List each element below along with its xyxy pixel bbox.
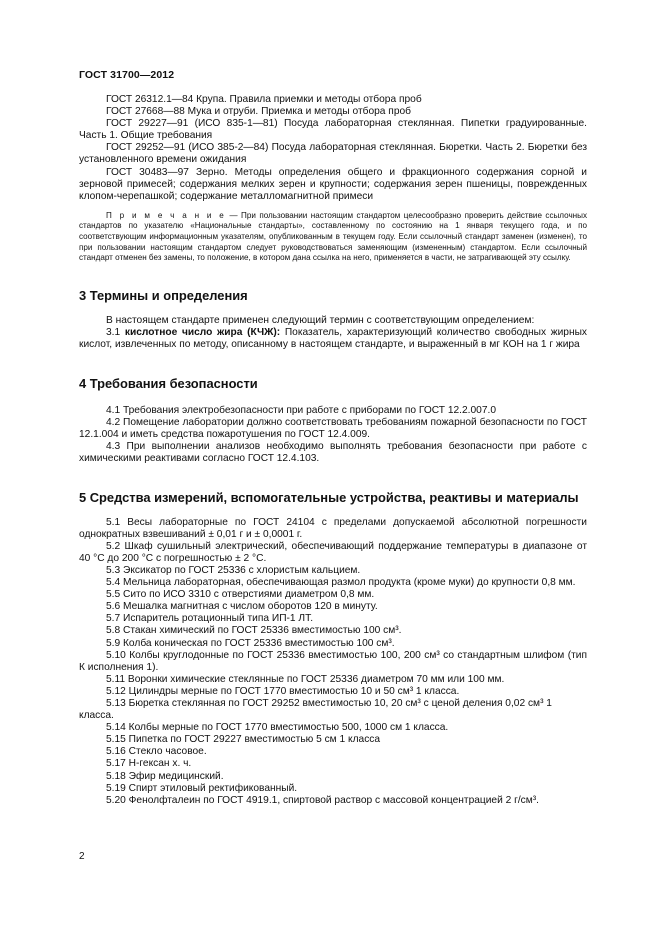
section-5-item: 5.16 Стекло часовое. <box>106 746 207 758</box>
section-5-item: 5.18 Эфир медицинский. <box>106 770 224 782</box>
page-content <box>79 94 587 807</box>
section-5-item: 5.5 Сито по ИСО 3310 с отверстиями диаметром 0,8 мм. <box>106 589 375 601</box>
section-5-item: 5.3 Эксикатор по ГОСТ 25336 с хлористым кальцием. <box>106 564 361 576</box>
page-number: 2 <box>79 851 85 862</box>
section-5-item: 5.15 Пипетка по ГОСТ 29227 вместимостью 5 см 1 класса <box>106 734 381 746</box>
note-label: П р и м е ч а н и е <box>106 210 227 220</box>
section-5-item: 5.1 Весы лабораторные по ГОСТ 24104 с пределами допускаемой абсолютной погрешности однократных взвешиваний ± 0,01 г и ± 0,0001 г. <box>79 516 587 540</box>
section-5-item: 5.6 Мешалка магнитная с числом оборотов 120 в минуту. <box>106 601 378 613</box>
section-5-item: 5.7 Испаритель ротационный типа ИП-1 ЛТ. <box>106 613 314 625</box>
section-5-item: 5.12 Цилиндры мерные по ГОСТ 1770 вместимостью 10 и 50 см³ 1 класса. <box>106 685 460 697</box>
note-text: — При пользовании настоящим стандартом целесообразно проверить действие ссылочных стандартов по указателю «Национальные стандарты», составленному по состоянию на 1 января текущего года, и по соответствующим информационным указателям, опубликованным в текущем году. Если ссылочный стандарт заменен (изменен), то при пользовании настоящим стандартом следует руководствоваться заменяющим (измененным) стандартом. Если ссылочный стандарт отменен без замены, то положение, в котором дана ссылка на него, применяется в части, не затрагивающей эту ссылку. <box>79 210 587 263</box>
note-paragraph <box>79 211 587 264</box>
section-5-item: 5.20 Фенолфталеин по ГОСТ 4919.1, спиртовой раствор с массовой концентрацией 2 г/см³. <box>106 794 539 806</box>
section-5-item: 5.10 Колбы круглодонные по ГОСТ 25336 вместимостью 100, 200 см³ со стандартным шлифом (тип К исполнения 1). <box>79 649 587 673</box>
section-5-list <box>79 517 587 807</box>
reference-item: ГОСТ 26312.1—84 Крупа. Правила приемки и методы отбора проб <box>106 94 422 105</box>
reference-item: ГОСТ 30483—97 Зерно. Методы определения общего и фракционного содержания сорной и зерновой примесей; содержания мелких зерен и крупности; содержания зерен пшеницы, поврежденных клопом-черепашкой; содержание металломагнитной примеси <box>79 166 587 202</box>
section-4-item: 4.2 Помещение лаборатории должно соответствовать требованиям пожарной безопасности по ГОСТ 12.1.004 и иметь средства пожаротушения по ГОСТ 12.4.009. <box>79 417 587 441</box>
term-name: кислотное число жира (КЧЖ): <box>124 326 281 338</box>
section-5-item: 5.11 Воронки химические стеклянные по ГОСТ 25336 диаметром 70 мм или 100 мм. <box>106 673 505 685</box>
section-4-item: 4.1 Требования электробезопасности при работе с приборами по ГОСТ 12.2.007.0 <box>106 405 496 417</box>
section-3-intro: В настоящем стандарте применен следующий термин с соответствующим определением: <box>106 314 535 326</box>
section-5-item: 5.4 Мельница лабораторная, обеспечивающая размол продукта (кроме муки) до крупности 0,8 мм. <box>106 577 576 589</box>
section-5-item: 5.13 Бюретка стеклянная по ГОСТ 29252 вместимостью 10, 20 см³ с ценой деления 0,02 см³ 1 класса. <box>79 697 552 722</box>
term-number: 3.1 <box>106 326 125 338</box>
section-5-item: 5.8 Стакан химический по ГОСТ 25336 вместимостью 100 см³. <box>106 625 402 637</box>
term-text: Показатель, характеризующий количество свободных жирных кислот, извлеченных по методу, описанному в настоящем стандарте, и выраженный в мг КОН на 1 г жира <box>79 326 587 350</box>
reference-item: ГОСТ 29227—91 (ИСО 835-1—81) Посуда лабораторная стеклянная. Пипетки градуированные. Часть 1. Общие требования <box>79 118 587 142</box>
section-5-item: 5.19 Спирт этиловый ректификованный. <box>106 782 298 794</box>
section-5-item: 5.2 Шкаф сушильный электрический, обеспечивающий поддержание температуры в диапазоне от 40 °С до 200 °С с погрешностью ± 2 °С. <box>79 540 587 564</box>
reference-item: ГОСТ 27668—88 Мука и отруби. Приемка и методы отбора проб <box>106 106 411 118</box>
section-4-heading: 4 Требования безопасности <box>79 376 258 392</box>
section-5-heading: 5 Средства измерений, вспомогательные устройства, реактивы и материалы <box>79 489 579 505</box>
section-5-item: 5.14 Колбы мерные по ГОСТ 1770 вместимостью 500, 1000 см 1 класса. <box>106 722 449 734</box>
term-definition <box>79 327 587 351</box>
section-3-heading: 3 Термины и определения <box>79 287 248 303</box>
document-header: ГОСТ 31700—2012 <box>79 69 175 81</box>
references-list <box>79 94 587 203</box>
reference-item: ГОСТ 29252—91 (ИСО 385-2—84) Посуда лабораторная стеклянная. Бюретки. Часть 2. Бюретки без установленного времени ожидания <box>79 142 587 166</box>
section-5-item: 5.17 Н-гексан х. ч. <box>106 758 192 770</box>
section-4-list <box>79 405 587 465</box>
section-5-item: 5.9 Колба коническая по ГОСТ 25336 вместимостью 100 см³. <box>106 637 395 649</box>
section-4-item: 4.3 При выполнении анализов необходимо выполнять требования безопасности при работе с химическими реактивами согласно ГОСТ 12.4.103. <box>79 441 587 465</box>
